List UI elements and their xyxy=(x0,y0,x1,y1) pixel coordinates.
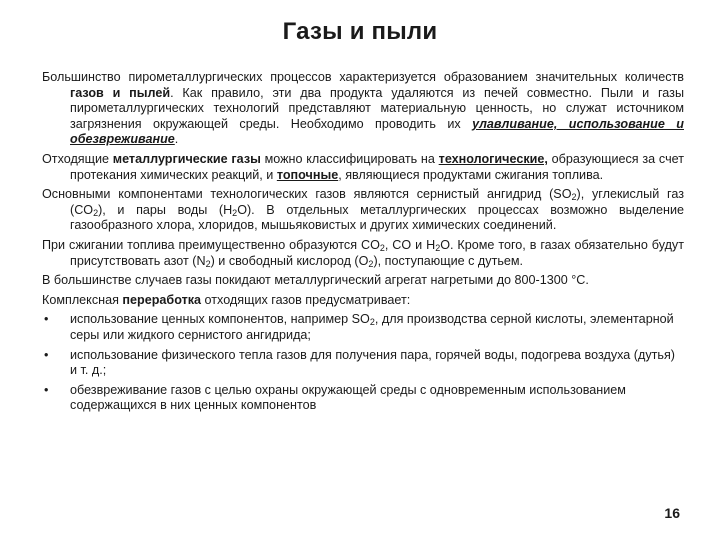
bullet-marker: • xyxy=(44,382,49,397)
paragraph-gas-temperature xyxy=(42,273,684,289)
slide-title: Газы и пыли xyxy=(282,18,438,45)
subscript: 2 xyxy=(93,207,99,218)
text: ) и свободный кислород (O xyxy=(210,253,369,268)
subscript: 2 xyxy=(368,258,374,269)
text: Отходящие xyxy=(42,151,113,166)
text: Основными компонентами технологических газов являются сернистый ангидрид (SO xyxy=(42,187,572,202)
text: Комплексная xyxy=(42,292,123,307)
bold-term: металлургические газы xyxy=(112,151,261,166)
paragraph-gases-and-dusts xyxy=(42,70,684,148)
text: обезвреживание газов с целью охраны окружающей среды с одновременным использованием содержащихся в них ценных компонентов xyxy=(70,382,626,413)
page-number: 16 xyxy=(664,505,680,521)
text: . xyxy=(174,132,179,147)
paragraph-fuel-combustion xyxy=(42,238,684,269)
underlined-term-furnace: топочные xyxy=(276,167,339,182)
bullet-item xyxy=(42,383,684,414)
bullet-marker: • xyxy=(44,347,49,362)
text: ), и пары воды (H xyxy=(98,202,233,217)
text: образующиеся за счет протекания химических реакций, и xyxy=(70,151,684,182)
subscript: 2 xyxy=(571,192,577,203)
paragraph-technological-gas-components xyxy=(42,187,684,234)
bold-term: переработка xyxy=(122,292,202,307)
underlined-term-technological: технологические, xyxy=(438,151,548,166)
bold-term: газов и пылей xyxy=(70,85,171,100)
text: , являющиеся продуктами сжигания топлива. xyxy=(338,167,604,182)
text: использование ценных компонентов, например SO xyxy=(70,312,370,327)
text: , для производства серной кислоты, элементарной серы или жидкого сернистого ангидрида; xyxy=(70,312,674,342)
text: отходящих газов предусматривает: xyxy=(201,292,411,307)
paragraph-gas-classification xyxy=(42,152,684,183)
text: O. Кроме того, в газах обязательно будут присутствовать азот (N xyxy=(70,237,685,268)
text: При сжигании топлива преимущественно образуются CO xyxy=(42,237,380,252)
subscript: 2 xyxy=(435,242,441,253)
text: можно классифицировать на xyxy=(260,151,439,166)
bullet-item xyxy=(42,312,684,343)
text: использование физического тепла газов для получения пара, горячей воды, подогрева воздуха (дутья) и т. д.; xyxy=(70,347,675,378)
bullet-marker: • xyxy=(44,312,49,327)
text: . Как правило, эти два продукта удаляются из печей совместно. Пыли и газы пирометаллургических технологий представляют материальную ценность, но служат источником загрязнения окружающей среды. Необходимо проводить их xyxy=(70,85,684,131)
subscript: 2 xyxy=(205,258,211,269)
text: ), углекислый газ (CO xyxy=(70,187,684,217)
slide-body xyxy=(42,70,684,418)
subscript: 2 xyxy=(369,317,375,328)
text: ), поступающие с дутьем. xyxy=(373,253,524,268)
emphasis-term: улавливание, использование и обезвреживание xyxy=(70,116,684,147)
text: Большинство пирометаллургических процессов характеризуется образованием значительных количеств xyxy=(42,70,684,84)
text: В большинстве случаев газы покидают металлургический агрегат нагретыми до 800-1300 °С. xyxy=(42,273,589,288)
text: O). В отдельных металлургических процессах возможно выделение газообразного хлора, хлоридов, мышьяковистых и других химических соединений. xyxy=(70,202,684,233)
text: , CO и H xyxy=(384,237,436,252)
bullet-item xyxy=(42,348,684,379)
subscript: 2 xyxy=(232,207,238,218)
paragraph-complex-processing xyxy=(42,293,684,309)
subscript: 2 xyxy=(379,242,385,253)
